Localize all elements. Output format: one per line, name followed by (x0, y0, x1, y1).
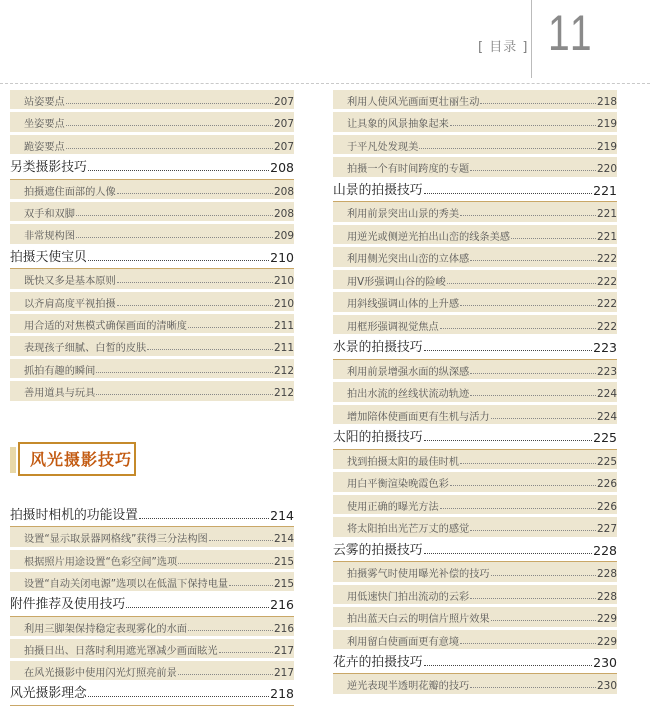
header-divider (531, 0, 532, 78)
toc-leader-dots (419, 148, 596, 149)
toc-page-number: 214 (273, 533, 294, 546)
toc-page-number: 223 (593, 340, 617, 356)
toc-entry[interactable] (333, 380, 617, 400)
toc-page-number: 222 (596, 320, 617, 333)
toc-leader-dots (460, 215, 596, 216)
toc-section-heading[interactable] (333, 425, 617, 445)
toc-page-number: 222 (596, 275, 617, 288)
toc-entry[interactable] (333, 605, 617, 625)
toc-leader-dots (178, 674, 273, 675)
toc-entry[interactable] (10, 200, 294, 220)
toc-entry[interactable] (333, 515, 617, 535)
toc-entry[interactable] (10, 615, 294, 635)
toc-page-number: 230 (593, 655, 617, 670)
toc-entry-title: 利用三脚架保持稳定表现雾化的水面 (24, 623, 187, 635)
toc-entry-title: 花卉的拍摄技巧 (333, 655, 423, 670)
toc-entry-title: 用低速快门拍出流动的云彩 (347, 591, 470, 603)
toc-leader-dots (460, 305, 596, 306)
toc-leader-dots (117, 305, 273, 306)
toc-entry-title: 利用侧光突出山峦的立体感 (347, 254, 470, 266)
toc-section-heading[interactable] (10, 681, 294, 701)
toc-page-number: 222 (596, 298, 617, 311)
toc-entry-title: 拍摄遮住面部的人像 (24, 186, 116, 198)
toc-entry-title: 用斜线强调山体的上升感 (347, 299, 460, 311)
section-underline (10, 705, 294, 706)
toc-page-number: 221 (596, 208, 617, 221)
toc-leader-dots (491, 620, 596, 621)
toc-entry-title: 将太阳拍出光芒万丈的感觉 (347, 524, 470, 536)
toc-entry-title: 利用前景增强水面的纵深感 (347, 366, 470, 378)
toc-entry-title: 用白平衡渲染晚霞色彩 (347, 479, 449, 491)
toc-section-heading[interactable] (10, 503, 294, 523)
toc-entry[interactable] (10, 334, 294, 354)
toc-entry[interactable] (333, 133, 617, 153)
toc-leader-dots (66, 125, 273, 126)
toc-entry[interactable] (10, 110, 294, 130)
toc-entry-title: 抓拍有趣的瞬间 (24, 365, 96, 377)
toc-entry[interactable] (333, 583, 617, 603)
toc-entry[interactable] (333, 448, 617, 468)
toc-leader-dots (491, 418, 596, 419)
toc-leader-dots (470, 170, 596, 171)
toc-section-heading[interactable] (10, 155, 294, 175)
toc-leader-dots (511, 238, 596, 239)
toc-page-number: 220 (596, 163, 617, 176)
chapter-accent-bar (10, 447, 16, 473)
toc-entry-title: 非常规构图 (24, 231, 75, 243)
toc-entry-title: 双手和双脚 (24, 209, 75, 220)
toc-leader-dots (66, 103, 273, 104)
toc-entry-title: 利用人使风光画面更壮丽生动 (347, 97, 480, 108)
toc-entry-title: 站姿要点 (24, 97, 65, 108)
toc-page-number: 210 (273, 297, 294, 310)
toc-leader-dots (147, 349, 273, 350)
toc-leader-dots (424, 350, 593, 351)
toc-page-number: 222 (596, 253, 617, 266)
toc-entry-title: 增加陪体使画面更有生机与活力 (347, 411, 490, 423)
toc-page-number: 207 (273, 96, 294, 108)
toc-entry[interactable] (333, 110, 617, 130)
toc-entry-title: 拍摄日出、日落时利用遮光罩减少画面眩光 (24, 645, 218, 657)
toc-leader-dots (470, 395, 596, 396)
toc-entry-title: 找到拍摄太阳的最佳时机 (347, 456, 460, 468)
toc-entry-title: 风光摄影理念 (10, 686, 87, 702)
toc-leader-dots (470, 687, 596, 688)
toc-entry-title: 拍出蓝天白云的明信片照片效果 (347, 614, 490, 626)
toc-page-number: 207 (273, 140, 294, 153)
toc-page-number: 217 (273, 644, 294, 657)
toc-page-number: 229 (596, 635, 617, 648)
toc-leader-dots (491, 575, 596, 576)
toc-leader-dots (450, 125, 596, 126)
toc-entry-title: 拍摄一个有时间跨度的专题 (347, 164, 470, 176)
toc-page-number: 208 (273, 208, 294, 220)
toc-entry-title: 拍摄天使宝贝 (10, 249, 87, 265)
toc-entry-title: 于平凡处发现美 (347, 141, 419, 153)
toc-page-number: 225 (596, 455, 617, 468)
toc-page-number: 224 (596, 388, 617, 401)
toc-entry-title: 利用留白使画面更有意境 (347, 636, 460, 648)
toc-leader-dots (88, 260, 269, 261)
toc-entry-title: 表现孩子细腻、白皙的皮肤 (24, 343, 147, 355)
toc-entry[interactable] (333, 628, 617, 648)
toc-leader-dots (66, 148, 273, 149)
toc-page-number: 216 (273, 622, 294, 635)
toc-entry-title: 根据照片用途设置“色彩空间”选项 (24, 556, 178, 568)
toc-page-number: 223 (596, 365, 617, 378)
toc-entry[interactable] (10, 88, 294, 108)
toc-leader-dots (447, 283, 596, 284)
toc-page-number: 225 (593, 430, 617, 446)
toc-entry[interactable] (333, 200, 617, 220)
toc-leader-dots (88, 170, 269, 171)
toc-entry[interactable] (333, 470, 617, 490)
toc-entry-title: 用框形强调视觉焦点 (347, 321, 439, 333)
toc-entry-title: 使用正确的曝光方法 (347, 501, 439, 513)
toc-leader-dots (450, 485, 596, 486)
toc-label: [ 目录 ] (478, 40, 529, 55)
toc-leader-dots (470, 260, 596, 261)
toc-entry-title: 设置“自动关闭电源”选项以在低温下保持电量 (24, 578, 229, 590)
toc-leader-dots (440, 508, 596, 509)
toc-leader-dots (117, 193, 273, 194)
toc-page-number: 221 (596, 230, 617, 243)
toc-leader-dots (188, 630, 273, 631)
toc-page-number: 215 (273, 577, 294, 590)
toc-leader-dots (88, 696, 269, 697)
toc-entry-title: 逆光表现半透明花瓣的技巧 (347, 681, 470, 693)
toc-page-number: 219 (596, 118, 617, 131)
header-rule (0, 83, 650, 84)
toc-leader-dots (188, 327, 273, 328)
toc-entry-title: 用合适的对焦模式确保画面的清晰度 (24, 321, 187, 332)
toc-leader-dots (424, 553, 593, 554)
toc-page-number: 227 (596, 523, 617, 536)
toc-entry[interactable] (10, 222, 294, 242)
toc-leader-dots (229, 585, 273, 586)
toc-page-number: 226 (596, 500, 617, 513)
toc-section-heading[interactable] (333, 538, 617, 558)
toc-page-number: 214 (270, 508, 294, 523)
toc-page-number: 228 (593, 542, 617, 558)
toc-leader-dots (424, 440, 593, 441)
toc-entry[interactable] (10, 570, 294, 590)
toc-entry-title: 附件推荐及使用技巧 (10, 597, 126, 613)
toc-entry-title: 另类摄影技巧 (10, 160, 87, 176)
toc-leader-dots (76, 237, 273, 238)
toc-entry-title: 拍摄时相机的功能设置 (10, 508, 138, 523)
toc-entry[interactable] (333, 313, 617, 333)
toc-entry[interactable] (10, 659, 294, 679)
toc-entry[interactable] (333, 358, 617, 378)
toc-leader-dots (139, 518, 269, 519)
toc-entry[interactable] (333, 493, 617, 513)
toc-entry-title: 设置“显示取景器网格线”获得三分法构图 (24, 534, 208, 546)
toc-entry-title: 善用道具与玩具 (24, 388, 96, 400)
toc-leader-dots (178, 563, 273, 564)
toc-entry-title: 既快又多是基本原则 (24, 276, 116, 288)
toc-leader-dots (470, 530, 596, 531)
toc-entry[interactable] (10, 312, 294, 332)
page-header (0, 0, 650, 85)
toc-entry[interactable] (10, 178, 294, 198)
toc-entry[interactable] (10, 290, 294, 310)
toc-leader-dots (470, 598, 596, 599)
toc-page-number: 217 (273, 667, 294, 680)
toc-page-number: 209 (273, 230, 294, 243)
toc-page-number: 229 (596, 613, 617, 626)
toc-page-number: 228 (596, 590, 617, 603)
toc-entry[interactable] (333, 672, 617, 692)
toc-page-number: 210 (270, 249, 294, 265)
toc-entry[interactable] (333, 403, 617, 423)
toc-section-heading[interactable] (10, 592, 294, 612)
toc-page-number: 211 (273, 342, 294, 355)
toc-section-heading[interactable] (333, 650, 617, 670)
toc-page-number: 221 (593, 182, 617, 198)
toc-entry-title: 用逆光或侧逆光拍出山峦的线条美感 (347, 231, 510, 243)
toc-page-number: 210 (273, 275, 294, 288)
toc-section-heading[interactable] (333, 335, 617, 355)
toc-entry-title: 用V形强调山谷的险峻 (347, 276, 446, 288)
toc-leader-dots (126, 607, 269, 608)
toc-page-number: 219 (596, 140, 617, 153)
toc-leader-dots (219, 652, 273, 653)
toc-leader-dots (460, 463, 596, 464)
toc-section-heading[interactable] (10, 245, 294, 265)
toc-page-number: 226 (596, 478, 617, 491)
toc-entry[interactable] (10, 357, 294, 377)
toc-page-number: 208 (273, 185, 294, 198)
toc-entry-title: 太阳的拍摄技巧 (333, 430, 423, 446)
toc-page-number: 212 (273, 387, 294, 400)
toc-page-number: 216 (270, 597, 294, 613)
toc-leader-dots (96, 394, 273, 395)
toc-entry[interactable] (333, 245, 617, 265)
toc-entry-title: 坐姿要点 (24, 119, 65, 131)
toc-entry[interactable] (10, 267, 294, 287)
toc-entry-title: 水景的拍摄技巧 (333, 340, 423, 356)
toc-entry[interactable] (333, 88, 617, 108)
toc-entry[interactable] (10, 637, 294, 657)
toc-leader-dots (440, 328, 596, 329)
toc-entry[interactable] (333, 560, 617, 580)
toc-entry[interactable] (333, 223, 617, 243)
chapter-title: 风光摄影技巧 (30, 450, 133, 469)
toc-leader-dots (424, 193, 593, 194)
toc-entry-title: 以齐肩高度平视拍摄 (24, 298, 116, 310)
toc-entry[interactable] (10, 379, 294, 399)
toc-entry[interactable] (10, 525, 294, 545)
toc-page-number: 224 (596, 410, 617, 423)
toc-entry-title: 在风光摄影中使用闪光灯照亮前景 (24, 668, 177, 680)
toc-page-number: 208 (270, 160, 294, 176)
toc-page-number: 212 (273, 364, 294, 377)
toc-page-number: 218 (270, 686, 294, 702)
toc-page-number: 228 (596, 568, 617, 581)
toc-leader-dots (209, 540, 273, 541)
page-number: 11 (548, 5, 595, 61)
toc-page-number: 215 (273, 555, 294, 568)
toc-entry[interactable] (333, 155, 617, 175)
toc-leader-dots (480, 103, 596, 104)
toc-entry[interactable] (10, 548, 294, 568)
toc-entry[interactable] (333, 290, 617, 310)
toc-entry-title: 让具象的风景抽象起来 (347, 119, 449, 131)
toc-entry-title: 拍出水流的丝线状流动轨迹 (347, 389, 470, 401)
toc-page-number: 230 (596, 680, 617, 693)
toc-entry-title: 跪姿要点 (24, 141, 65, 153)
toc-leader-dots (460, 643, 596, 644)
toc-leader-dots (96, 372, 273, 373)
toc-entry-title: 拍摄雾气时使用曝光补偿的技巧 (347, 569, 490, 581)
toc-leader-dots (117, 282, 273, 283)
toc-page-number: 207 (273, 118, 294, 131)
toc-entry[interactable] (10, 133, 294, 153)
toc-entry-title: 云雾的拍摄技巧 (333, 542, 423, 558)
toc-leader-dots (470, 373, 596, 374)
toc-entry-title: 利用前景突出山景的秀美 (347, 209, 460, 221)
toc-leader-dots (424, 665, 593, 666)
toc-page-number: 218 (596, 96, 617, 108)
toc-leader-dots (76, 215, 273, 216)
toc-page-number: 211 (273, 320, 294, 332)
toc-entry-title: 山景的拍摄技巧 (333, 182, 423, 198)
toc-entry[interactable] (333, 268, 617, 288)
toc-section-heading[interactable] (333, 178, 617, 198)
